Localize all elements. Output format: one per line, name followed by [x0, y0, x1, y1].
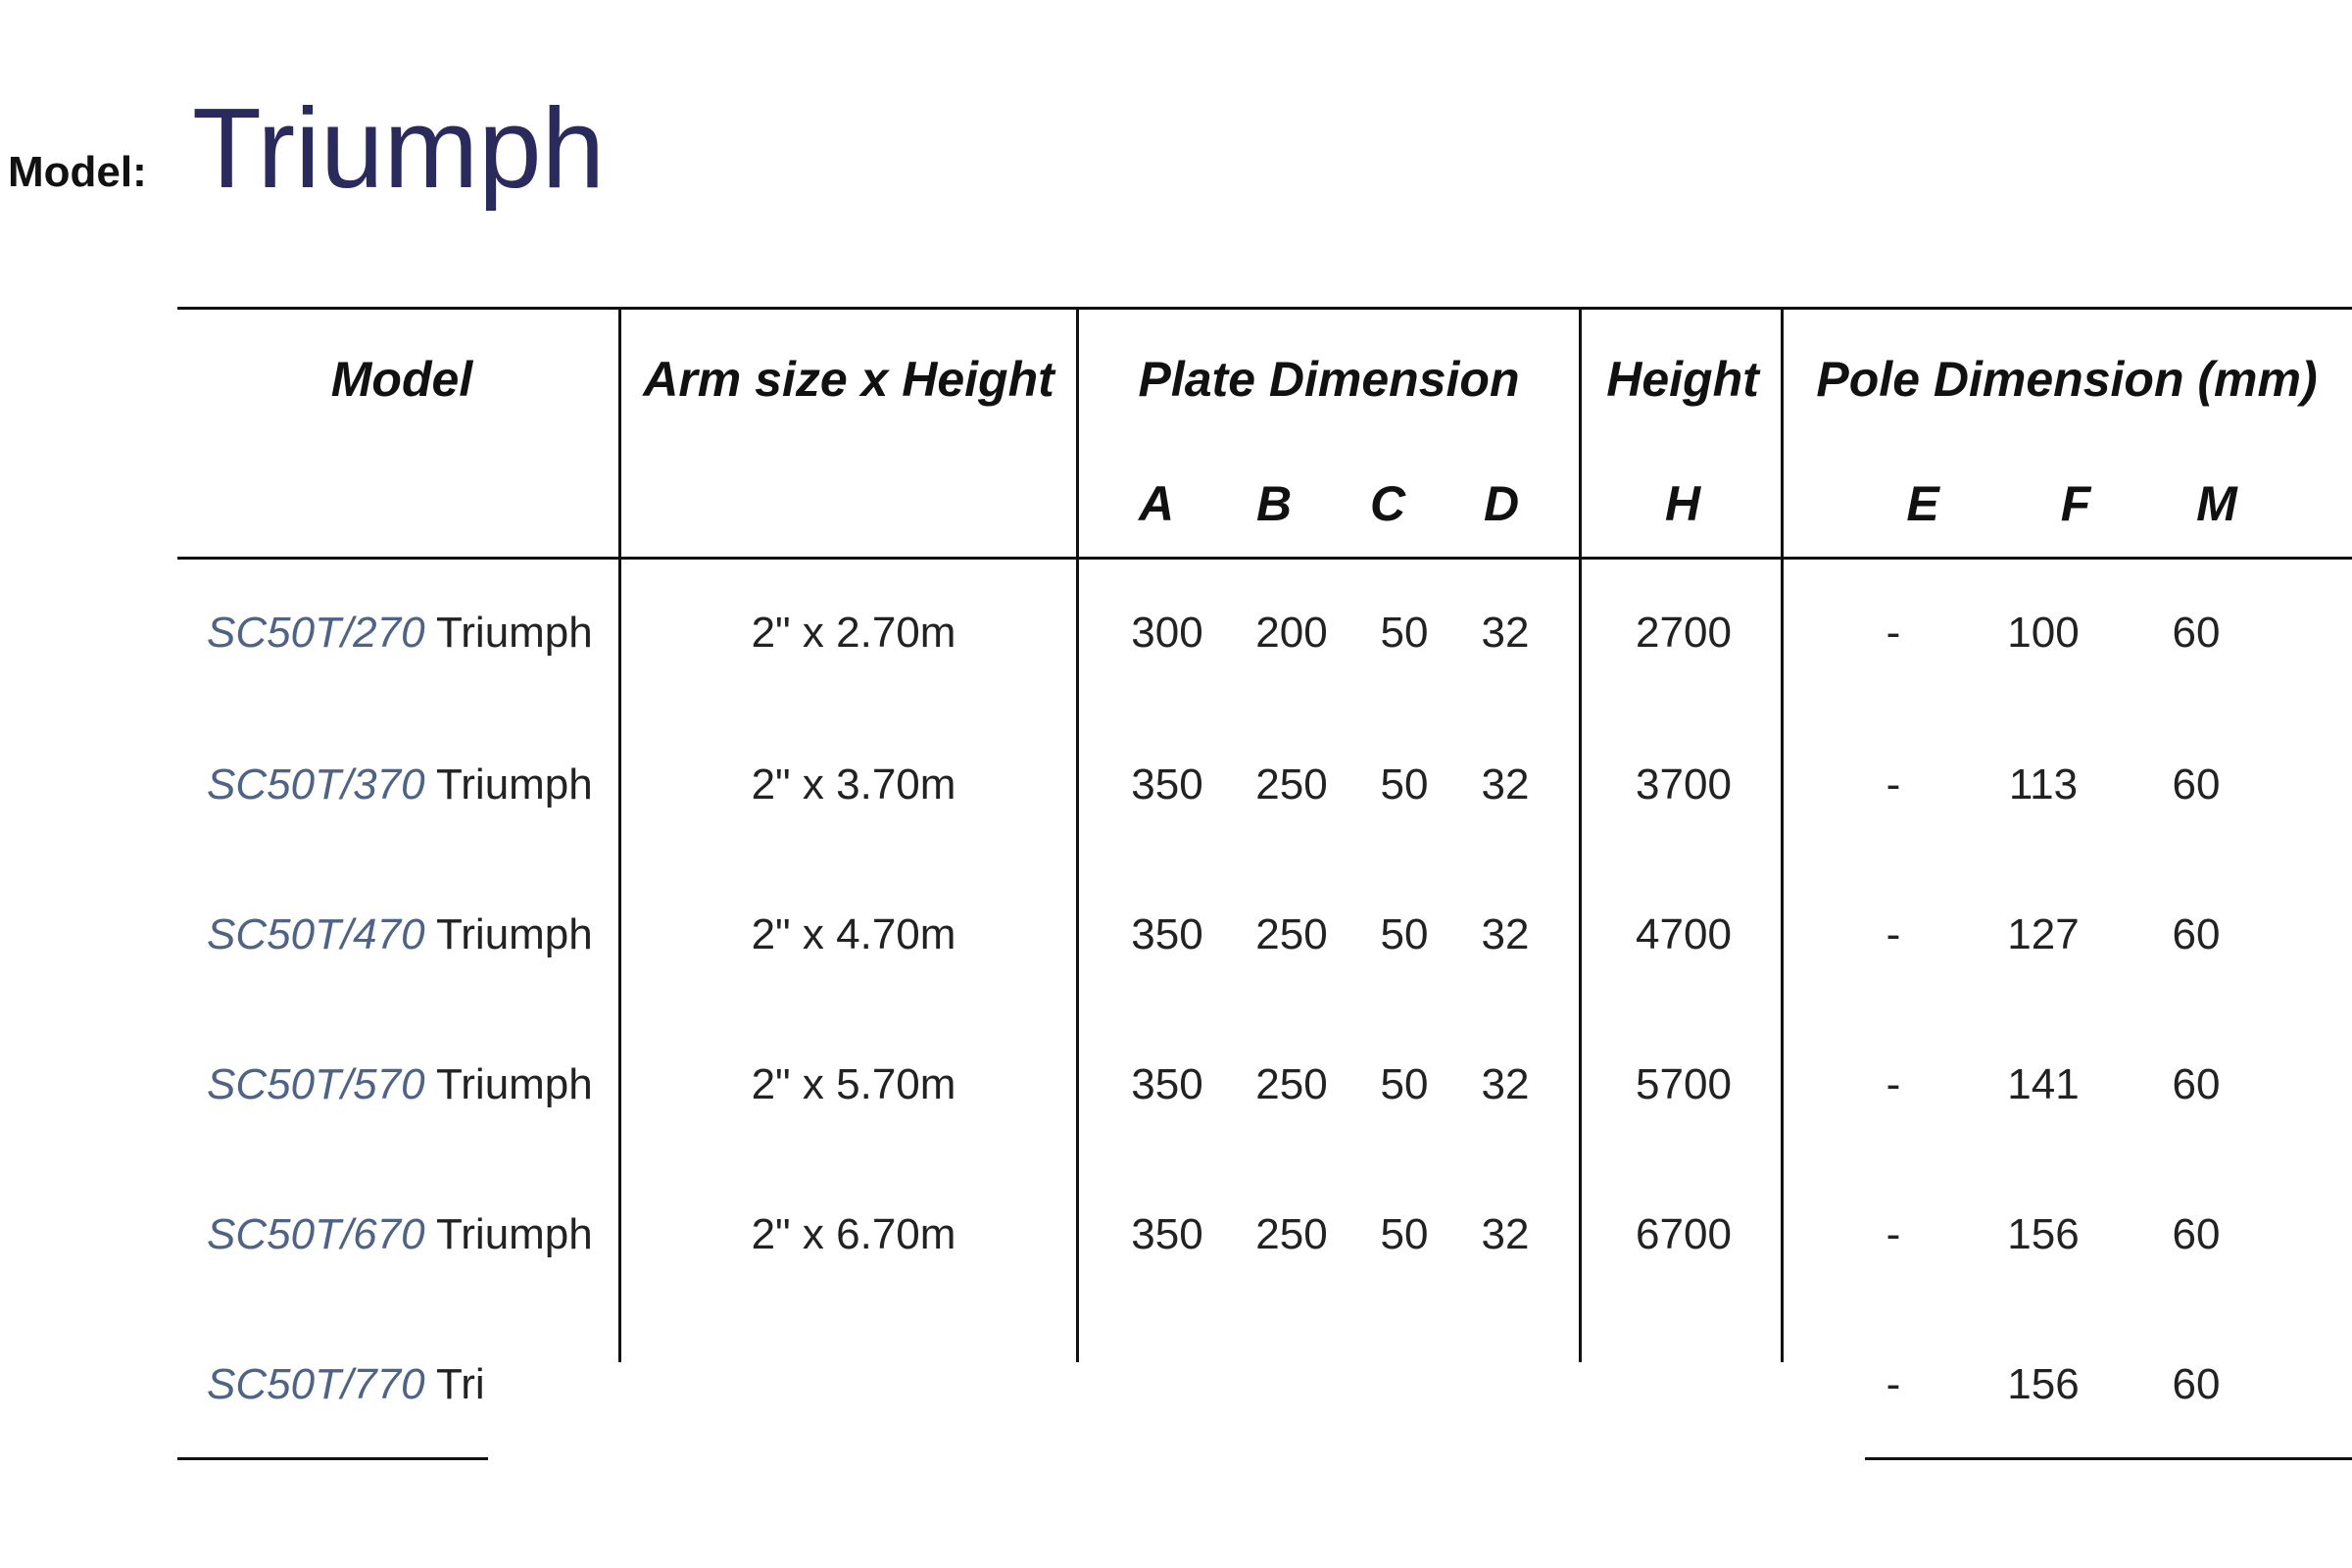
model-code: SC50T/670: [207, 1210, 425, 1258]
model-cell: [207, 910, 593, 958]
subheader-f: F: [2060, 476, 2091, 531]
model-title: Triumph: [192, 84, 606, 212]
table-rule-header-bottom: [177, 557, 2352, 560]
model-code: SC50T/470: [207, 910, 425, 958]
cell-b: 250: [1255, 1060, 1328, 1108]
cell-a: 350: [1131, 1210, 1203, 1258]
cell-arm: 2" x 5.70m: [751, 1060, 956, 1108]
cell-arm: 2" x 3.70m: [751, 760, 956, 808]
model-cell: [207, 1210, 593, 1258]
cell-f: 113: [2008, 760, 2079, 808]
cell-m: 60: [2172, 910, 2221, 958]
cell-e: -: [1886, 760, 1901, 808]
cell-d: 32: [1481, 1210, 1530, 1258]
model-cell: [207, 1360, 485, 1408]
column-header-plate-dimension: Plate Dimension: [1138, 352, 1520, 407]
model-name: Triumph: [436, 760, 593, 808]
subheader-c: C: [1369, 476, 1406, 531]
cell-arm: 2" x 6.70m: [751, 1210, 956, 1258]
cell-c: 50: [1380, 760, 1429, 808]
column-header-arm-size: Arm size x Height: [643, 352, 1054, 407]
model-name: Triumph: [436, 609, 593, 657]
cell-m: 60: [2172, 1360, 2221, 1408]
cell-e: -: [1886, 910, 1901, 958]
column-divider: [618, 308, 621, 1362]
subheader-h: H: [1664, 476, 1701, 531]
model-label: Model:: [8, 148, 147, 196]
cell-d: 32: [1481, 1060, 1530, 1108]
cell-m: 60: [2172, 1210, 2221, 1258]
cell-f: 127: [2007, 910, 2080, 958]
model-name: Triumph: [436, 910, 593, 958]
cell-c: 50: [1380, 1060, 1429, 1108]
cell-d: 32: [1481, 910, 1530, 958]
model-code: SC50T/370: [207, 760, 425, 808]
cell-c: 50: [1380, 609, 1429, 657]
model-cell: [207, 760, 593, 808]
cell-f: 141: [2007, 1060, 2080, 1108]
cell-m: 60: [2172, 760, 2221, 808]
cell-arm: 2" x 4.70m: [751, 910, 956, 958]
cell-b: 250: [1255, 910, 1328, 958]
cell-b: 250: [1255, 760, 1328, 808]
table-rule-top: [177, 307, 2352, 310]
model-code: SC50T/770: [207, 1360, 425, 1408]
cell-a: 350: [1131, 910, 1203, 958]
cell-arm: 2" x 2.70m: [751, 609, 956, 657]
cell-a: 300: [1131, 609, 1203, 657]
subheader-m: M: [2196, 476, 2237, 531]
model-name: Tri: [436, 1360, 485, 1408]
cell-c: 50: [1380, 910, 1429, 958]
table-rule-bottom-right: [1865, 1457, 2352, 1460]
cell-d: 32: [1481, 609, 1530, 657]
model-code: SC50T/270: [207, 609, 425, 657]
cell-m: 60: [2172, 1060, 2221, 1108]
cell-f: 100: [2007, 609, 2080, 657]
column-header-pole-dimension: Pole Dimension (mm): [1816, 352, 2318, 407]
model-name: Triumph: [436, 1210, 593, 1258]
column-header-model: Model: [330, 352, 473, 407]
cell-a: 350: [1131, 760, 1203, 808]
column-divider: [1781, 308, 1784, 1362]
cell-a: 350: [1131, 1060, 1203, 1108]
cell-b: 250: [1255, 1210, 1328, 1258]
cell-h: 3700: [1636, 760, 1732, 808]
cell-e: -: [1886, 609, 1901, 657]
model-code: SC50T/570: [207, 1060, 425, 1108]
subheader-d: D: [1483, 476, 1520, 531]
subheader-b: B: [1255, 476, 1293, 531]
column-divider: [1076, 308, 1079, 1362]
column-header-height: Height: [1606, 352, 1759, 407]
model-cell: [207, 609, 593, 657]
cell-f: 156: [2007, 1210, 2080, 1258]
cell-e: -: [1886, 1360, 1901, 1408]
cell-m: 60: [2172, 609, 2221, 657]
cell-e: -: [1886, 1060, 1901, 1108]
table-rule-bottom-left: [177, 1457, 488, 1460]
cell-f: 156: [2007, 1360, 2080, 1408]
cell-e: -: [1886, 1210, 1901, 1258]
cell-b: 200: [1255, 609, 1328, 657]
model-cell: [207, 1060, 593, 1108]
subheader-e: E: [1906, 476, 1939, 531]
cell-h: 5700: [1636, 1060, 1732, 1108]
cell-h: 4700: [1636, 910, 1732, 958]
column-divider: [1579, 308, 1582, 1362]
cell-h: 6700: [1636, 1210, 1732, 1258]
cell-c: 50: [1380, 1210, 1429, 1258]
subheader-a: A: [1138, 476, 1175, 531]
model-name: Triumph: [436, 1060, 593, 1108]
cell-d: 32: [1481, 760, 1530, 808]
cell-h: 2700: [1636, 609, 1732, 657]
